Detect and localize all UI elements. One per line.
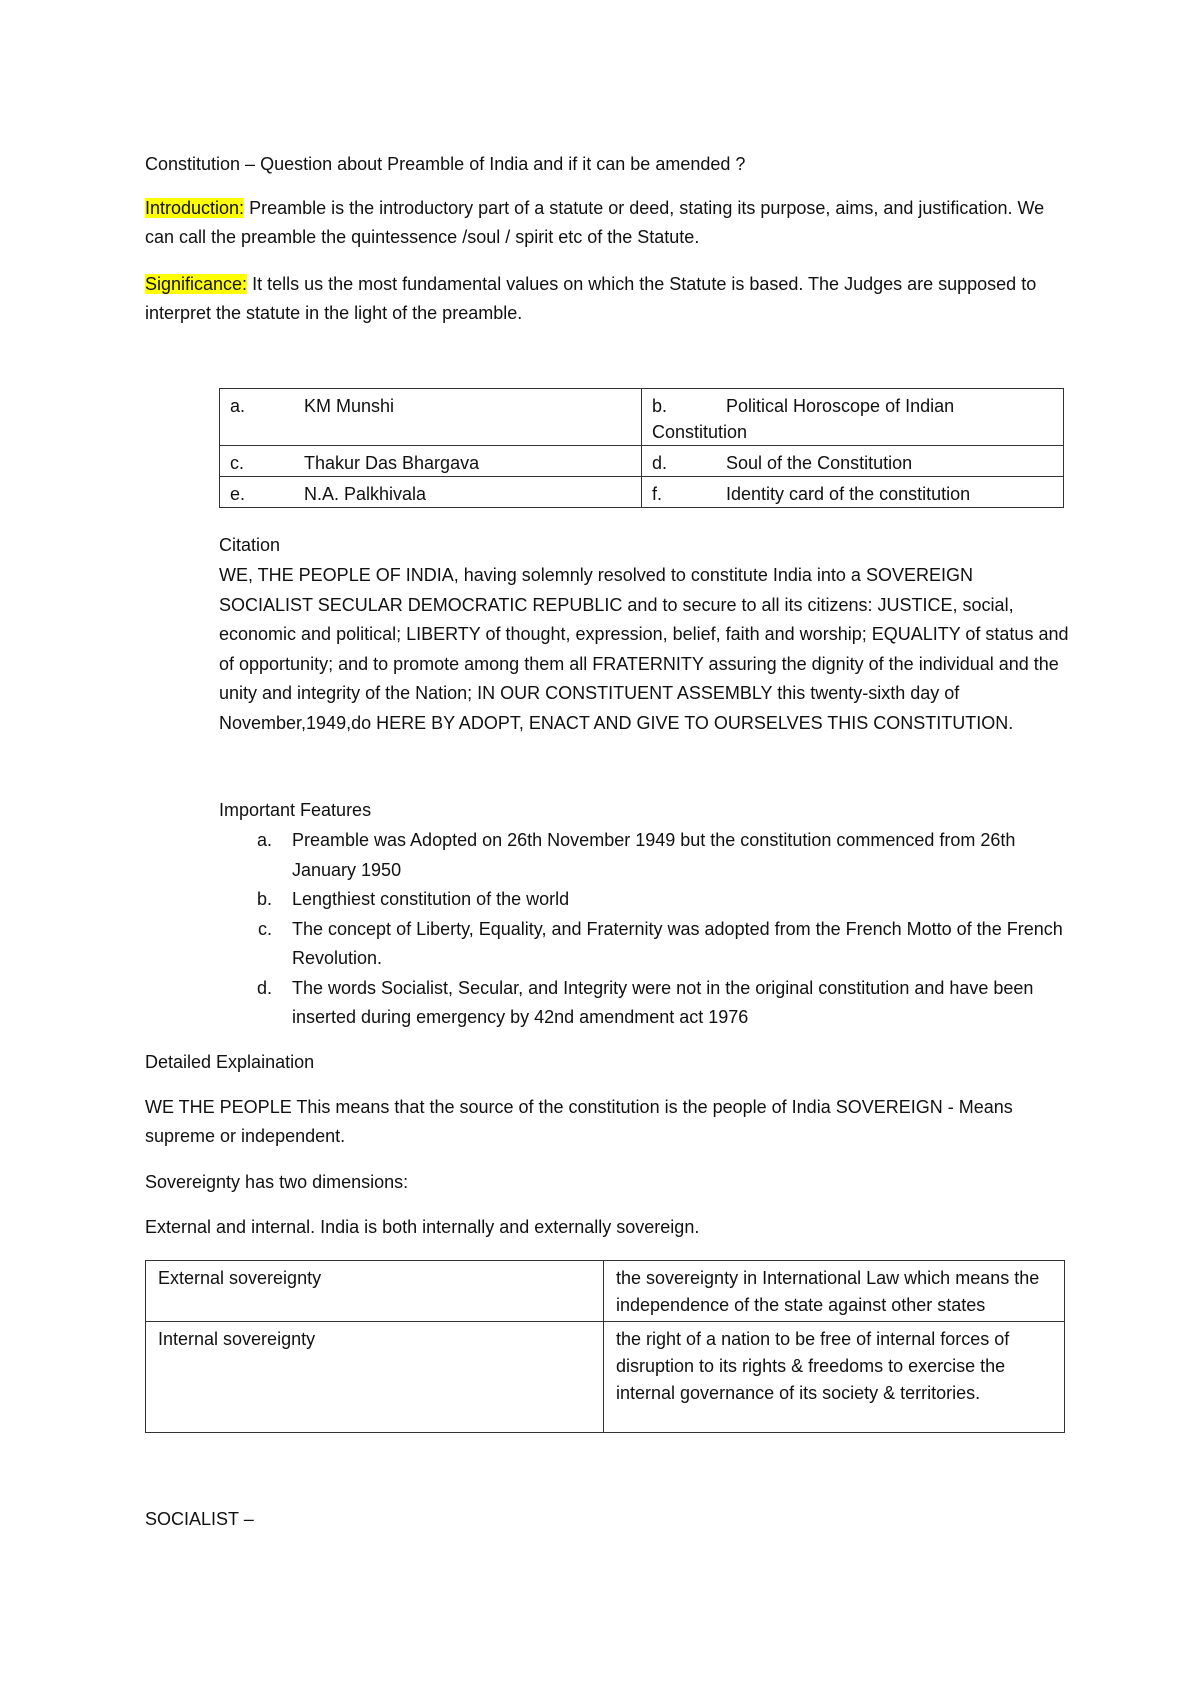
sovereignty-meaning: the sovereignty in International Law which means the independence of the state against other states xyxy=(604,1261,1065,1322)
table-row xyxy=(220,389,1064,446)
citation-text: WE, THE PEOPLE OF INDIA, having solemnly resolved to constitute India into a SOVEREIGN SOCIALIST SECULAR DEMOCRATIC REPUBLIC and to secure to all its citizens: JUSTICE, social, economic and political; LIBERTY of thought, expression, belief, faith and worship; EQUALITY of status and of opportunity; and to promote among them all FRATERNITY assuring the dignity of the individual and the unity and integrity of the Nation; IN OUR CONSTITUENT ASSEMBLY this twenty-sixth day of November,1949,do HERE BY ADOPT, ENACT AND GIVE TO OURSELVES THIS CONSTITUTION. xyxy=(219,565,1069,733)
list-item-text: Lengthiest constitution of the world xyxy=(292,889,570,909)
table-row xyxy=(220,446,1064,477)
external-internal-paragraph: External and internal. India is both internally and externally sovereign. xyxy=(145,1217,700,1237)
sovereignty-dimensions: Sovereignty has two dimensions: xyxy=(145,1172,409,1192)
page-heading: Constitution – Question about Preamble of India and if it can be amended ? xyxy=(145,154,746,174)
introduction-label: Introduction: xyxy=(145,198,245,218)
table-row xyxy=(146,1322,1065,1433)
significance-label: Significance: xyxy=(145,274,248,294)
sovereignty-table xyxy=(145,1260,1065,1433)
list-item-mark: a. xyxy=(256,830,272,850)
table-cell xyxy=(642,446,1064,477)
features-title: Important Features xyxy=(219,800,372,820)
introduction-paragraph xyxy=(145,194,1065,252)
list-item-mark: d. xyxy=(256,977,272,998)
table-cell xyxy=(642,477,1064,508)
we-the-people-paragraph: WE THE PEOPLE This means that the source of the constitution is the people of India SOVEREIGN - Means supreme or independent. xyxy=(145,1097,1013,1146)
item-text-continuation: Constitution xyxy=(652,422,748,442)
significance-text: It tells us the most fundamental values on which the Statute is based. The Judges are supposed to interpret the statute in the light of the preamble. xyxy=(145,274,1037,323)
item-text: KM Munshi xyxy=(304,396,395,416)
item-mark: e. xyxy=(230,484,246,504)
table-cell xyxy=(642,389,1064,446)
sovereignty-term: External sovereignty xyxy=(146,1261,604,1322)
item-mark: b. xyxy=(652,396,668,416)
list-item-text: Preamble was Adopted on 26th November 1949 but the constitution commenced from 26th January 1950 xyxy=(292,830,1016,880)
item-mark: c. xyxy=(230,453,245,473)
item-mark: a. xyxy=(230,396,246,416)
introduction-text: Preamble is the introductory part of a statute or deed, stating its purpose, aims, and justification. We can call the preamble the quintessence /soul / spirit etc of the Statute. xyxy=(145,198,1045,247)
item-text: Identity card of the constitution xyxy=(726,484,971,504)
list-item xyxy=(219,974,1069,1033)
list-item-text: The words Socialist, Secular, and Integrity were not in the original constitution and have been inserted during emergency by 42nd amendment act 1976 xyxy=(292,977,1034,1027)
socialist-heading: SOCIALIST – xyxy=(145,1509,254,1529)
list-item xyxy=(219,915,1069,974)
citation-title: Citation xyxy=(219,535,281,555)
match-table xyxy=(219,388,1064,508)
table-cell xyxy=(220,389,642,446)
sovereignty-term: Internal sovereignty xyxy=(146,1322,604,1433)
table-row xyxy=(220,477,1064,508)
list-item xyxy=(219,885,1069,915)
item-mark: d. xyxy=(652,453,668,473)
list-item-mark: b. xyxy=(256,889,272,909)
item-text: Soul of the Constitution xyxy=(726,453,913,473)
sovereignty-meaning: the right of a nation to be free of internal forces of disruption to its rights & freedoms to exercise the internal governance of its society & territories. xyxy=(604,1322,1065,1433)
table-row xyxy=(146,1261,1065,1322)
list-item xyxy=(219,826,1069,885)
item-text: Political Horoscope of Indian xyxy=(726,396,955,416)
table-cell xyxy=(220,477,642,508)
detailed-title: Detailed Explaination xyxy=(145,1052,315,1072)
list-item-text: The concept of Liberty, Equality, and Fraternity was adopted from the French Motto of the French Revolution. xyxy=(292,918,1063,968)
item-text: N.A. Palkhivala xyxy=(304,484,427,504)
list-item-mark: c. xyxy=(257,918,272,939)
table-cell xyxy=(220,446,642,477)
features-list xyxy=(219,826,1069,1033)
item-text: Thakur Das Bhargava xyxy=(304,453,480,473)
significance-paragraph xyxy=(145,270,1065,328)
item-mark: f. xyxy=(652,484,663,504)
